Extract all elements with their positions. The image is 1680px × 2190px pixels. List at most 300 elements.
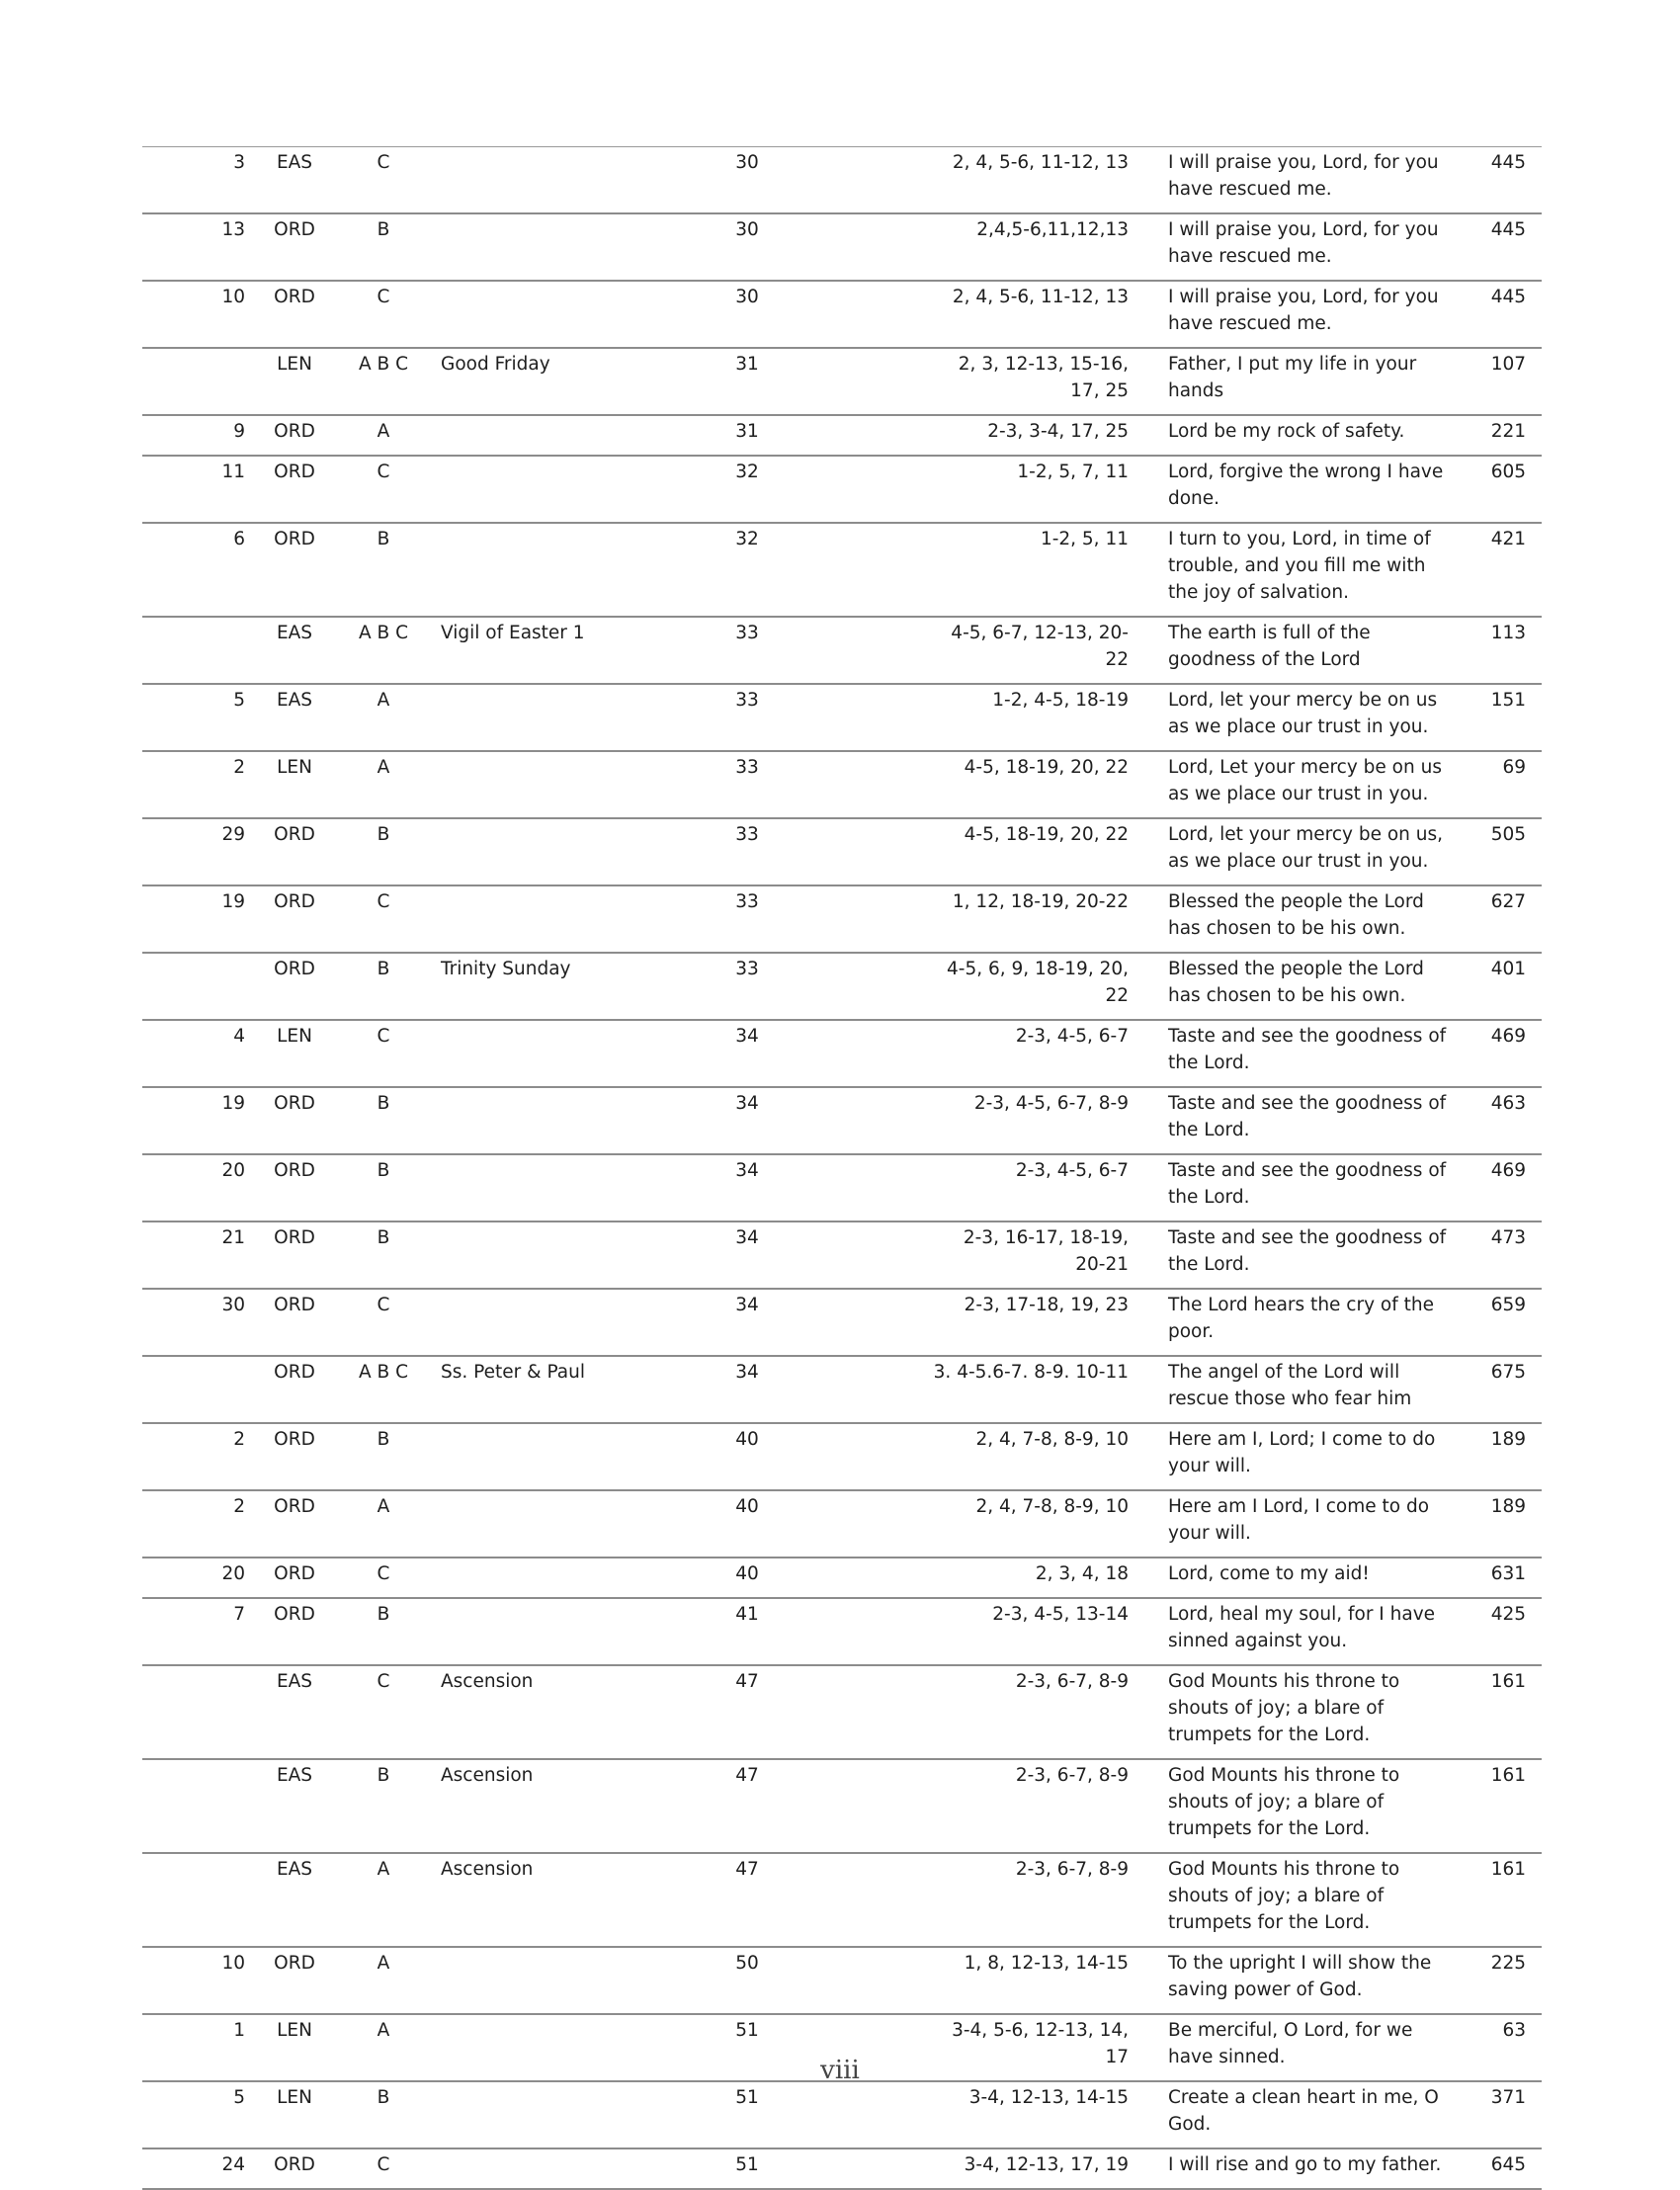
response-text-cell: Blessed the people the Lord has chosen to be his own. (1144, 885, 1459, 953)
page-ref-cell: 161 (1459, 1759, 1542, 1853)
year-cycle-cell: B (344, 1598, 423, 1665)
response-text-cell: Taste and see the goodness of the Lord. (1144, 1087, 1459, 1154)
page-ref-cell: 659 (1459, 1289, 1542, 1356)
verses-text: 3-4, 12-13, 14-15 (968, 2087, 1129, 2108)
psalm-number-cell: 40 (723, 1423, 771, 1490)
week-number-cell (142, 1665, 245, 1759)
table-row (142, 147, 1542, 213)
season-code-cell: ORD (245, 415, 344, 456)
page-ref-cell: 445 (1459, 213, 1542, 281)
feast-name-cell: Trinity Sunday (423, 953, 723, 1020)
psalm-number-cell: 40 (723, 1558, 771, 1598)
week-number-cell: 6 (142, 523, 245, 617)
psalm-number-cell: 34 (723, 1221, 771, 1289)
week-number-cell: 30 (142, 1289, 245, 1356)
page-ref-cell: 371 (1459, 2081, 1542, 2148)
verses-text: 2-3, 6-7, 8-9 (1015, 1765, 1129, 1786)
response-text-cell: Be merciful, O Lord, for we have sinned. (1144, 2014, 1459, 2081)
season-code-cell: ORD (245, 1598, 344, 1665)
verses-cell (771, 281, 1144, 348)
verses-cell (771, 1759, 1144, 1853)
verses-text: 3-4, 12-13, 17, 19 (964, 2154, 1129, 2175)
year-cycle-cell: B (344, 523, 423, 617)
verses-text: 2-3, 4-5, 6-7 (1015, 1026, 1129, 1047)
verses-text: 4-5, 18-19, 20, 22 (964, 757, 1129, 778)
verses-cell (771, 1947, 1144, 2014)
psalm-number-cell: 34 (723, 1356, 771, 1423)
week-number-cell: 13 (142, 213, 245, 281)
page-number: viii (820, 2056, 860, 2085)
verses-cell (771, 348, 1144, 415)
verses-cell (771, 523, 1144, 617)
feast-name-cell (423, 751, 723, 818)
year-cycle-cell: A (344, 751, 423, 818)
year-cycle-cell: C (344, 1665, 423, 1759)
verses-text: 3. 4-5.6-7. 8-9. 10-11 (933, 1362, 1129, 1383)
page-ref-cell: 161 (1459, 1665, 1542, 1759)
verses-cell (771, 1558, 1144, 1598)
table-row (142, 1853, 1542, 1947)
feast-name-cell (423, 456, 723, 523)
psalm-index-table (142, 146, 1542, 2190)
year-cycle-cell: B (344, 1423, 423, 1490)
week-number-cell: 1 (142, 2014, 245, 2081)
season-code-cell: ORD (245, 1947, 344, 2014)
week-number-cell (142, 1356, 245, 1423)
year-cycle-cell: A B C (344, 1356, 423, 1423)
table-row (142, 281, 1542, 348)
page-ref-cell: 463 (1459, 1087, 1542, 1154)
feast-name-cell (423, 213, 723, 281)
page-ref-cell: 151 (1459, 684, 1542, 751)
year-cycle-cell: B (344, 818, 423, 885)
table-body (142, 147, 1542, 2189)
week-number-cell: 2 (142, 1490, 245, 1558)
season-code-cell: ORD (245, 885, 344, 953)
response-text-cell: God Mounts his throne to shouts of joy; a blare of trumpets for the Lord. (1144, 1665, 1459, 1759)
feast-name-cell (423, 818, 723, 885)
feast-name-cell (423, 1423, 723, 1490)
psalm-number-cell: 30 (723, 281, 771, 348)
response-text-cell: Lord, heal my soul, for I have sinned against you. (1144, 1598, 1459, 1665)
verses-text: 4-5, 6, 9, 18-19, 20, 22 (947, 959, 1129, 1006)
psalm-number-cell: 33 (723, 953, 771, 1020)
season-code-cell: LEN (245, 1020, 344, 1087)
week-number-cell: 2 (142, 1423, 245, 1490)
psalm-number-cell: 40 (723, 1490, 771, 1558)
verses-text: 2-3, 6-7, 8-9 (1015, 1671, 1129, 1692)
psalm-number-cell: 33 (723, 818, 771, 885)
page-ref-cell: 469 (1459, 1154, 1542, 1221)
page-ref-cell: 189 (1459, 1423, 1542, 1490)
response-text-cell: I turn to you, Lord, in time of trouble, and you fill me with the joy of salvation. (1144, 523, 1459, 617)
year-cycle-cell: B (344, 2081, 423, 2148)
season-code-cell: ORD (245, 2148, 344, 2189)
verses-text: 3-4, 5-6, 12-13, 14, 17 (952, 2020, 1129, 2067)
page-ref-cell: 675 (1459, 1356, 1542, 1423)
verses-cell (771, 2081, 1144, 2148)
year-cycle-cell: A (344, 1947, 423, 2014)
week-number-cell: 9 (142, 415, 245, 456)
verses-cell (771, 1490, 1144, 1558)
week-number-cell (142, 953, 245, 1020)
year-cycle-cell: C (344, 281, 423, 348)
season-code-cell: LEN (245, 2081, 344, 2148)
psalm-number-cell: 31 (723, 415, 771, 456)
verses-cell (771, 213, 1144, 281)
response-text-cell: Lord, let your mercy be on us, as we place our trust in you. (1144, 818, 1459, 885)
psalm-number-cell: 32 (723, 456, 771, 523)
psalm-number-cell: 33 (723, 617, 771, 684)
week-number-cell: 3 (142, 147, 245, 213)
week-number-cell: 2 (142, 751, 245, 818)
verses-text: 1, 8, 12-13, 14-15 (964, 1953, 1129, 1974)
response-text-cell: Lord, let your mercy be on us as we place our trust in you. (1144, 684, 1459, 751)
verses-cell (771, 953, 1144, 1020)
feast-name-cell (423, 281, 723, 348)
week-number-cell: 19 (142, 885, 245, 953)
table-row (142, 2148, 1542, 2189)
verses-cell (771, 818, 1144, 885)
week-number-cell (142, 348, 245, 415)
season-code-cell: ORD (245, 456, 344, 523)
response-text-cell: Create a clean heart in me, O God. (1144, 2081, 1459, 2148)
year-cycle-cell: B (344, 953, 423, 1020)
psalm-number-cell: 33 (723, 885, 771, 953)
week-number-cell: 19 (142, 1087, 245, 1154)
season-code-cell: ORD (245, 1221, 344, 1289)
response-text-cell: Lord be my rock of safety. (1144, 415, 1459, 456)
psalm-number-cell: 47 (723, 1853, 771, 1947)
response-text-cell: Here am I, Lord; I come to do your will. (1144, 1423, 1459, 1490)
table-row (142, 885, 1542, 953)
response-text-cell: Taste and see the goodness of the Lord. (1144, 1154, 1459, 1221)
verses-cell (771, 684, 1144, 751)
response-text-cell: I will praise you, Lord, for you have rescued me. (1144, 147, 1459, 213)
week-number-cell: 20 (142, 1154, 245, 1221)
page-ref-cell: 69 (1459, 751, 1542, 818)
response-text-cell: Blessed the people the Lord has chosen to be his own. (1144, 953, 1459, 1020)
table-row (142, 1665, 1542, 1759)
year-cycle-cell: C (344, 456, 423, 523)
season-code-cell: EAS (245, 1665, 344, 1759)
verses-text: 2, 3, 12-13, 15-16, 17, 25 (958, 354, 1129, 401)
page-ref-cell: 645 (1459, 2148, 1542, 2189)
verses-cell (771, 1289, 1144, 1356)
response-text-cell: I will praise you, Lord, for you have rescued me. (1144, 281, 1459, 348)
psalm-number-cell: 50 (723, 1947, 771, 2014)
psalm-number-cell: 33 (723, 751, 771, 818)
page-ref-cell: 189 (1459, 1490, 1542, 1558)
week-number-cell: 7 (142, 1598, 245, 1665)
verses-text: 2, 4, 7-8, 8-9, 10 (975, 1496, 1129, 1517)
verses-text: 1-2, 5, 7, 11 (1017, 462, 1129, 482)
verses-cell (771, 1154, 1144, 1221)
psalm-number-cell: 51 (723, 2081, 771, 2148)
feast-name-cell (423, 885, 723, 953)
table-row (142, 751, 1542, 818)
week-number-cell (142, 1853, 245, 1947)
verses-text: 2, 4, 5-6, 11-12, 13 (952, 287, 1129, 307)
season-code-cell: ORD (245, 1356, 344, 1423)
verses-cell (771, 1598, 1144, 1665)
verses-text: 2, 4, 7-8, 8-9, 10 (975, 1429, 1129, 1450)
psalm-number-cell: 34 (723, 1154, 771, 1221)
year-cycle-cell: B (344, 1759, 423, 1853)
year-cycle-cell: C (344, 147, 423, 213)
year-cycle-cell: B (344, 1221, 423, 1289)
feast-name-cell: Ascension (423, 1759, 723, 1853)
psalm-number-cell: 30 (723, 147, 771, 213)
week-number-cell (142, 1759, 245, 1853)
season-code-cell: EAS (245, 147, 344, 213)
season-code-cell: EAS (245, 617, 344, 684)
year-cycle-cell: C (344, 1289, 423, 1356)
verses-text: 2-3, 3-4, 17, 25 (987, 421, 1129, 442)
feast-name-cell (423, 2148, 723, 2189)
table-row (142, 1490, 1542, 1558)
verses-cell (771, 885, 1144, 953)
year-cycle-cell: C (344, 1558, 423, 1598)
table-row (142, 1356, 1542, 1423)
verses-cell (771, 415, 1144, 456)
psalm-number-cell: 47 (723, 1665, 771, 1759)
response-text-cell: Father, I put my life in your hands (1144, 348, 1459, 415)
psalm-number-cell: 34 (723, 1289, 771, 1356)
year-cycle-cell: B (344, 1154, 423, 1221)
week-number-cell: 10 (142, 281, 245, 348)
season-code-cell: LEN (245, 2014, 344, 2081)
week-number-cell: 21 (142, 1221, 245, 1289)
feast-name-cell (423, 1020, 723, 1087)
verses-text: 1-2, 4-5, 18-19 (992, 690, 1129, 711)
season-code-cell: ORD (245, 523, 344, 617)
week-number-cell: 24 (142, 2148, 245, 2189)
season-code-cell: ORD (245, 953, 344, 1020)
response-text-cell: God Mounts his throne to shouts of joy; a blare of trumpets for the Lord. (1144, 1853, 1459, 1947)
page-ref-cell: 113 (1459, 617, 1542, 684)
table-row (142, 1154, 1542, 1221)
table-row (142, 2081, 1542, 2148)
season-code-cell: EAS (245, 1759, 344, 1853)
year-cycle-cell: C (344, 885, 423, 953)
season-code-cell: EAS (245, 1853, 344, 1947)
psalm-number-cell: 30 (723, 213, 771, 281)
response-text-cell: Lord, Let your mercy be on us as we place our trust in you. (1144, 751, 1459, 818)
response-text-cell: The earth is full of the goodness of the Lord (1144, 617, 1459, 684)
response-text-cell: Taste and see the goodness of the Lord. (1144, 1020, 1459, 1087)
verses-text: 2-3, 17-18, 19, 23 (964, 1295, 1129, 1315)
season-code-cell: LEN (245, 751, 344, 818)
table-row (142, 1598, 1542, 1665)
response-text-cell: Lord, forgive the wrong I have done. (1144, 456, 1459, 523)
psalm-number-cell: 47 (723, 1759, 771, 1853)
feast-name-cell (423, 1598, 723, 1665)
table-row (142, 1423, 1542, 1490)
feast-name-cell (423, 684, 723, 751)
year-cycle-cell: C (344, 1020, 423, 1087)
verses-text: 2,4,5-6,11,12,13 (976, 219, 1129, 240)
verses-text: 2, 3, 4, 18 (1035, 1563, 1129, 1584)
feast-name-cell (423, 1289, 723, 1356)
season-code-cell: ORD (245, 281, 344, 348)
verses-cell (771, 1020, 1144, 1087)
response-text-cell: Here am I Lord, I come to do your will. (1144, 1490, 1459, 1558)
page-ref-cell: 221 (1459, 415, 1542, 456)
verses-cell (771, 456, 1144, 523)
response-text-cell: Taste and see the goodness of the Lord. (1144, 1221, 1459, 1289)
feast-name-cell (423, 2081, 723, 2148)
page-ref-cell: 421 (1459, 523, 1542, 617)
year-cycle-cell: A (344, 1853, 423, 1947)
year-cycle-cell: A B C (344, 617, 423, 684)
response-text-cell: The angel of the Lord will rescue those who fear him (1144, 1356, 1459, 1423)
feast-name-cell (423, 147, 723, 213)
feast-name-cell: Ascension (423, 1853, 723, 1947)
season-code-cell: ORD (245, 213, 344, 281)
year-cycle-cell: C (344, 2148, 423, 2189)
page-ref-cell: 401 (1459, 953, 1542, 1020)
page-ref-cell: 473 (1459, 1221, 1542, 1289)
verses-cell (771, 1423, 1144, 1490)
verses-text: 2-3, 4-5, 13-14 (992, 1604, 1129, 1625)
season-code-cell: EAS (245, 684, 344, 751)
week-number-cell: 4 (142, 1020, 245, 1087)
verses-text: 1-2, 5, 11 (1040, 529, 1129, 549)
week-number-cell: 10 (142, 1947, 245, 2014)
verses-text: 2-3, 16-17, 18-19, 20-21 (963, 1227, 1129, 1275)
psalm-number-cell: 41 (723, 1598, 771, 1665)
response-text-cell: To the upright I will show the saving power of God. (1144, 1947, 1459, 2014)
table-row (142, 1087, 1542, 1154)
psalm-number-cell: 51 (723, 2148, 771, 2189)
psalm-number-cell: 33 (723, 684, 771, 751)
psalm-number-cell: 31 (723, 348, 771, 415)
psalm-number-cell: 51 (723, 2014, 771, 2081)
feast-name-cell: Ascension (423, 1665, 723, 1759)
verses-cell (771, 617, 1144, 684)
year-cycle-cell: A B C (344, 348, 423, 415)
verses-cell (771, 1853, 1144, 1947)
verses-cell (771, 2148, 1144, 2189)
feast-name-cell (423, 415, 723, 456)
feast-name-cell (423, 1947, 723, 2014)
season-code-cell: ORD (245, 1154, 344, 1221)
feast-name-cell (423, 523, 723, 617)
response-text-cell: Lord, come to my aid! (1144, 1558, 1459, 1598)
feast-name-cell: Ss. Peter & Paul (423, 1356, 723, 1423)
verses-text: 2-3, 4-5, 6-7 (1015, 1160, 1129, 1181)
table-row (142, 617, 1542, 684)
feast-name-cell (423, 1154, 723, 1221)
season-code-cell: ORD (245, 1490, 344, 1558)
table-row (142, 1759, 1542, 1853)
feast-name-cell (423, 1558, 723, 1598)
season-code-cell: ORD (245, 818, 344, 885)
table-row (142, 1020, 1542, 1087)
table-row (142, 684, 1542, 751)
week-number-cell: 20 (142, 1558, 245, 1598)
page-ref-cell: 605 (1459, 456, 1542, 523)
season-code-cell: ORD (245, 1423, 344, 1490)
year-cycle-cell: A (344, 1490, 423, 1558)
table-row (142, 1947, 1542, 2014)
feast-name-cell (423, 1087, 723, 1154)
page-ref-cell: 225 (1459, 1947, 1542, 2014)
feast-name-cell: Good Friday (423, 348, 723, 415)
verses-text: 2-3, 6-7, 8-9 (1015, 1859, 1129, 1880)
week-number-cell: 5 (142, 2081, 245, 2148)
season-code-cell: LEN (245, 348, 344, 415)
feast-name-cell (423, 1221, 723, 1289)
verses-text: 2-3, 4-5, 6-7, 8-9 (973, 1093, 1129, 1114)
table-row (142, 1221, 1542, 1289)
psalm-number-cell: 34 (723, 1087, 771, 1154)
psalm-number-cell: 34 (723, 1020, 771, 1087)
page-ref-cell: 425 (1459, 1598, 1542, 1665)
season-code-cell: ORD (245, 1087, 344, 1154)
week-number-cell (142, 617, 245, 684)
verses-cell (771, 1356, 1144, 1423)
table-row (142, 1289, 1542, 1356)
page-ref-cell: 631 (1459, 1558, 1542, 1598)
table-row (142, 1558, 1542, 1598)
feast-name-cell: Vigil of Easter 1 (423, 617, 723, 684)
verses-text: 4-5, 18-19, 20, 22 (964, 824, 1129, 845)
table-row (142, 415, 1542, 456)
page-ref-cell: 627 (1459, 885, 1542, 953)
season-code-cell: ORD (245, 1558, 344, 1598)
year-cycle-cell: A (344, 2014, 423, 2081)
season-code-cell: ORD (245, 1289, 344, 1356)
verses-text: 1, 12, 18-19, 20-22 (952, 891, 1129, 912)
week-number-cell: 11 (142, 456, 245, 523)
page-ref-cell: 445 (1459, 147, 1542, 213)
verses-text: 4-5, 6-7, 12-13, 20-22 (951, 623, 1129, 670)
verses-cell (771, 1665, 1144, 1759)
verses-cell (771, 751, 1144, 818)
page-ref-cell: 107 (1459, 348, 1542, 415)
table-row (142, 818, 1542, 885)
verses-cell (771, 1087, 1144, 1154)
verses-cell (771, 1221, 1144, 1289)
feast-name-cell (423, 1490, 723, 1558)
response-text-cell: I will praise you, Lord, for you have rescued me. (1144, 213, 1459, 281)
response-text-cell: The Lord hears the cry of the poor. (1144, 1289, 1459, 1356)
table-row (142, 953, 1542, 1020)
week-number-cell: 29 (142, 818, 245, 885)
table-row (142, 523, 1542, 617)
page-ref-cell: 63 (1459, 2014, 1542, 2081)
psalm-number-cell: 32 (723, 523, 771, 617)
table-row (142, 348, 1542, 415)
table-row (142, 456, 1542, 523)
response-text-cell: God Mounts his throne to shouts of joy; a blare of trumpets for the Lord. (1144, 1759, 1459, 1853)
verses-text: 2, 4, 5-6, 11-12, 13 (952, 152, 1129, 173)
page-ref-cell: 505 (1459, 818, 1542, 885)
year-cycle-cell: A (344, 684, 423, 751)
page-ref-cell: 445 (1459, 281, 1542, 348)
year-cycle-cell: B (344, 213, 423, 281)
year-cycle-cell: B (344, 1087, 423, 1154)
response-text-cell: I will rise and go to my father. (1144, 2148, 1459, 2189)
page-ref-cell: 469 (1459, 1020, 1542, 1087)
table-row (142, 213, 1542, 281)
week-number-cell: 5 (142, 684, 245, 751)
verses-cell (771, 147, 1144, 213)
year-cycle-cell: A (344, 415, 423, 456)
page-ref-cell: 161 (1459, 1853, 1542, 1947)
